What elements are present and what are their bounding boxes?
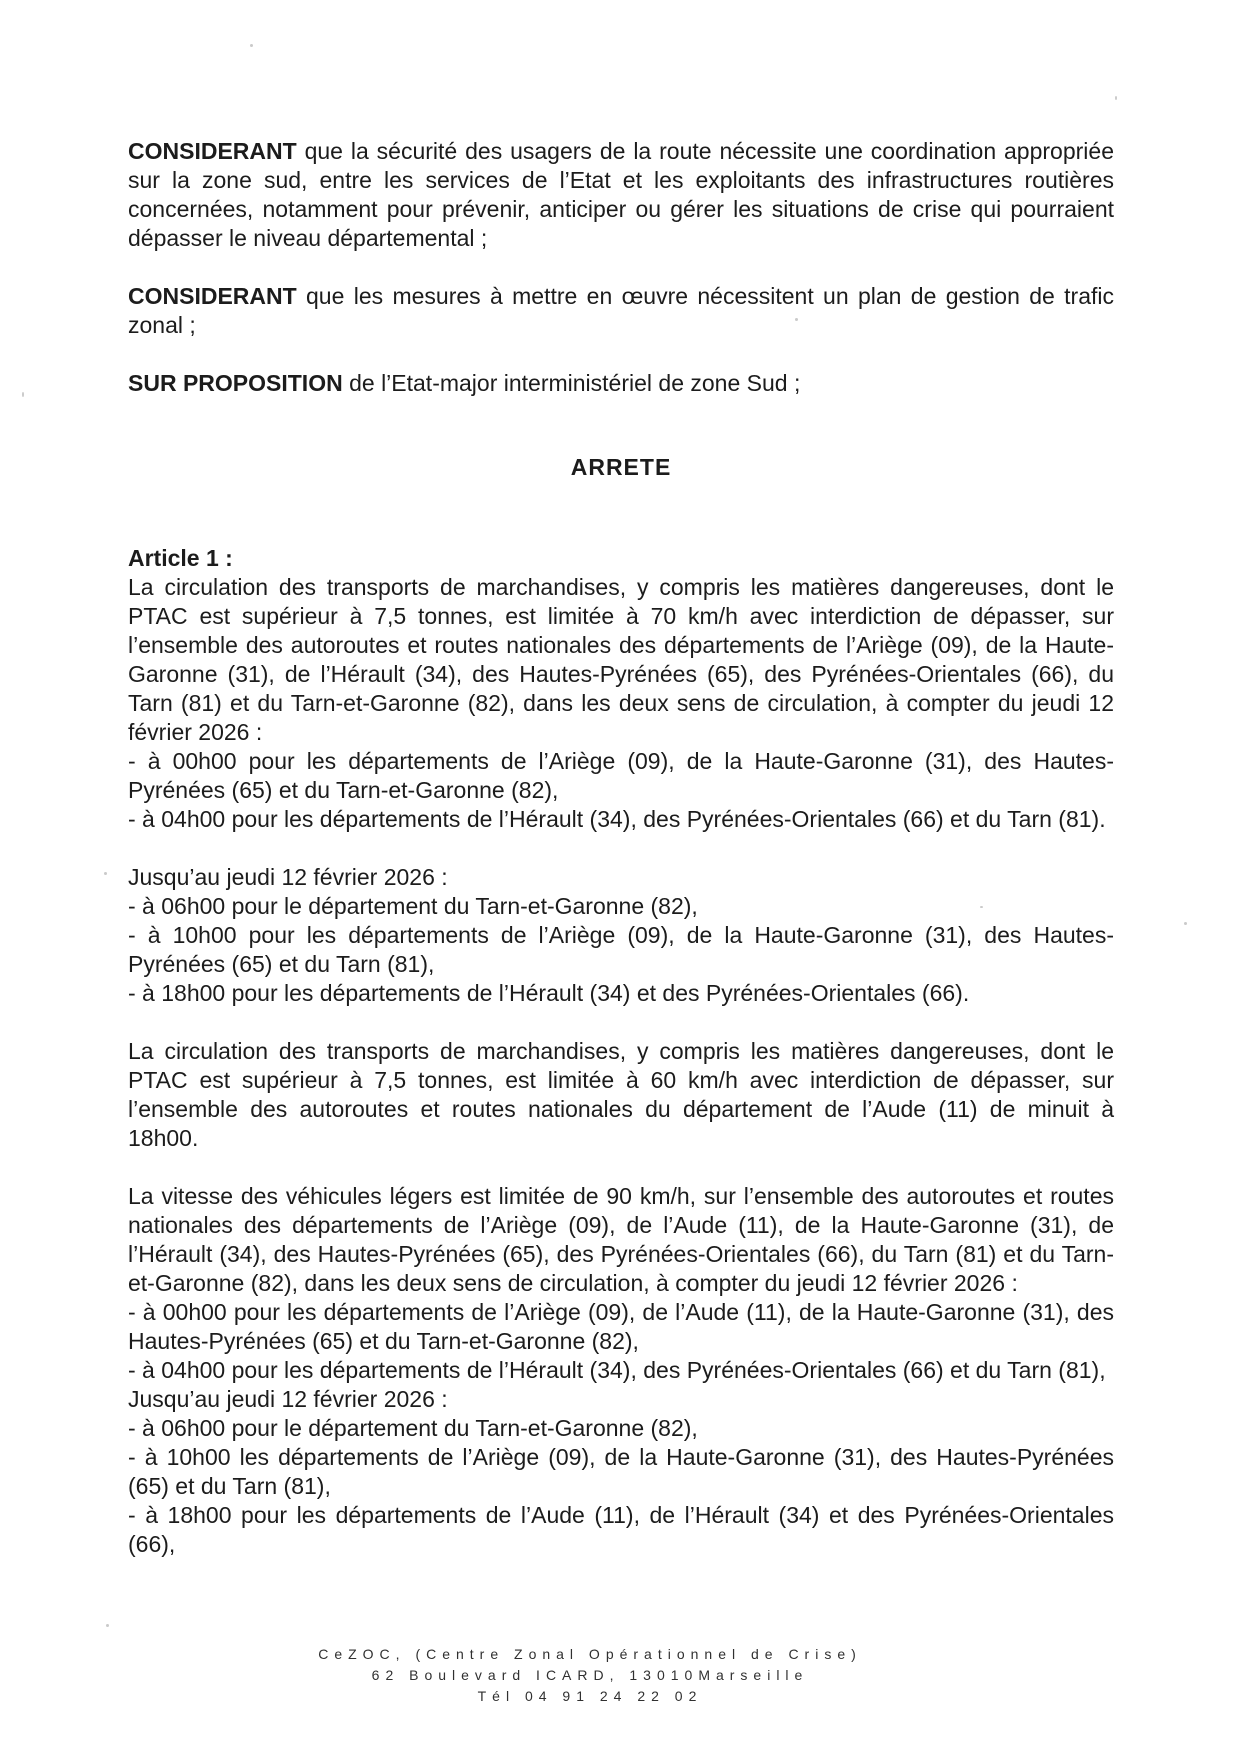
document-footer (0, 1644, 1180, 1707)
article-1-para-60kmh: La circulation des transports de marchandises, y compris les matières dangereuses, dont le PTAC est supérieur à 7,5 tonnes, est limitée à 60 km/h avec interdiction de dépasser, sur l’ensemble des autoroutes et routes nationales du département de l’Aude (11) de minuit à 18h00. (128, 1038, 1114, 1151)
considerant-1-lead: CONSIDERANT (128, 138, 297, 164)
scan-artifact (795, 318, 798, 321)
considerant-1-body: que la sécurité des usagers de la route nécessite une coordination appropriée sur la zone sud, entre les services de l’Etat et les exploitants des infrastructures routières concernées, notamment pour prévenir, anticiper ou gérer les situations de crise qui pourraient dépasser le niveau départemental ; (128, 138, 1114, 251)
article-1-para-70kmh: La circulation des transports de marchandises, y compris les matières dangereuses, dont le PTAC est supérieur à 7,5 tonnes, est limitée à 70 km/h avec interdiction de dépasser, sur l’ensemble des autoroutes et routes nationales des départements de l’Ariège (09), de la Haute-Garonne (31), de l’Hérault (34), des Hautes-Pyrénées (65), des Pyrénées-Orientales (66), du Tarn (81) et du Tarn-et-Garonne (82), dans les deux sens de circulation, à compter du jeudi 12 février 2026 : (128, 574, 1114, 745)
start-time-item: - à 00h00 pour les départements de l’Ariège (09), de l’Aude (11), de la Haute-Garonne (31), des Hautes-Pyrénées (65) et du Tarn-et-Garonne (82), (128, 1299, 1114, 1354)
end-time-item: - à 10h00 pour les départements de l’Ariège (09), de la Haute-Garonne (31), des Hautes-Pyrénées (65) et du Tarn (81), (128, 922, 1114, 977)
sur-proposition-paragraph (128, 369, 1114, 398)
considerant-paragraph-2 (128, 282, 1114, 340)
scan-artifact (1184, 922, 1187, 925)
footer-phone-line: Tél 04 91 24 22 02 (477, 1688, 703, 1704)
until-heading-2: Jusqu’au jeudi 12 février 2026 : (128, 1386, 448, 1412)
end-time-item: - à 06h00 pour le département du Tarn-et-Garonne (82), (128, 1415, 698, 1441)
end-time-item: - à 18h00 pour les départements de l’Aude (11), de l’Hérault (34) et des Pyrénées-Orientales (66), (128, 1502, 1114, 1557)
considerant-2-body: que les mesures à mettre en œuvre nécessitent un plan de gestion de trafic zonal ; (128, 283, 1114, 338)
scan-artifact (22, 392, 24, 397)
start-time-item: - à 04h00 pour les départements de l’Hérault (34), des Pyrénées-Orientales (66) et du Tarn (81), (128, 1357, 1106, 1383)
end-time-item: - à 18h00 pour les départements de l’Hérault (34) et des Pyrénées-Orientales (66). (128, 980, 970, 1006)
start-time-item: - à 00h00 pour les départements de l’Ariège (09), de la Haute-Garonne (31), des Hautes-Pyrénées (65) et du Tarn-et-Garonne (82), (128, 748, 1114, 803)
considerant-paragraph-1 (128, 137, 1114, 253)
sur-proposition-lead: SUR PROPOSITION (128, 370, 343, 396)
article-1-para-90kmh: La vitesse des véhicules légers est limitée de 90 km/h, sur l’ensemble des autoroutes et routes nationales des départements de l’Ariège (09), de l’Aude (11), de la Haute-Garonne (31), de l’Hérault (34), des Hautes-Pyrénées (65), des Pyrénées-Orientales (66), du Tarn (81) et du Tarn-et-Garonne (82), dans les deux sens de circulation, à compter du jeudi 12 février 2026 : (128, 1183, 1114, 1296)
scan-artifact (106, 1624, 109, 1627)
end-time-item: - à 06h00 pour le département du Tarn-et-Garonne (82), (128, 893, 698, 919)
scan-artifact (980, 906, 983, 908)
document-body (128, 137, 1114, 1559)
arrete-heading: ARRETE (570, 454, 672, 480)
scan-artifact (250, 44, 253, 47)
scan-artifact (1115, 96, 1117, 100)
end-time-item: - à 10h00 les départements de l’Ariège (09), de la Haute-Garonne (31), des Hautes-Pyrénées (65) et du Tarn (81), (128, 1444, 1114, 1499)
article-1-label: Article 1 : (128, 545, 233, 571)
footer-org-line: CeZOC, (Centre Zonal Opérationnel de Crise) (318, 1646, 862, 1662)
until-heading-1: Jusqu’au jeudi 12 février 2026 : (128, 864, 448, 890)
footer-address-line: 62 Boulevard ICARD, 13010Marseille (371, 1667, 809, 1683)
scan-artifact (104, 872, 107, 875)
considerant-2-lead: CONSIDERANT (128, 283, 297, 309)
start-time-item: - à 04h00 pour les départements de l’Hérault (34), des Pyrénées-Orientales (66) et du Tarn (81). (128, 806, 1106, 832)
sur-proposition-body: de l’Etat-major interministériel de zone Sud ; (342, 370, 801, 396)
